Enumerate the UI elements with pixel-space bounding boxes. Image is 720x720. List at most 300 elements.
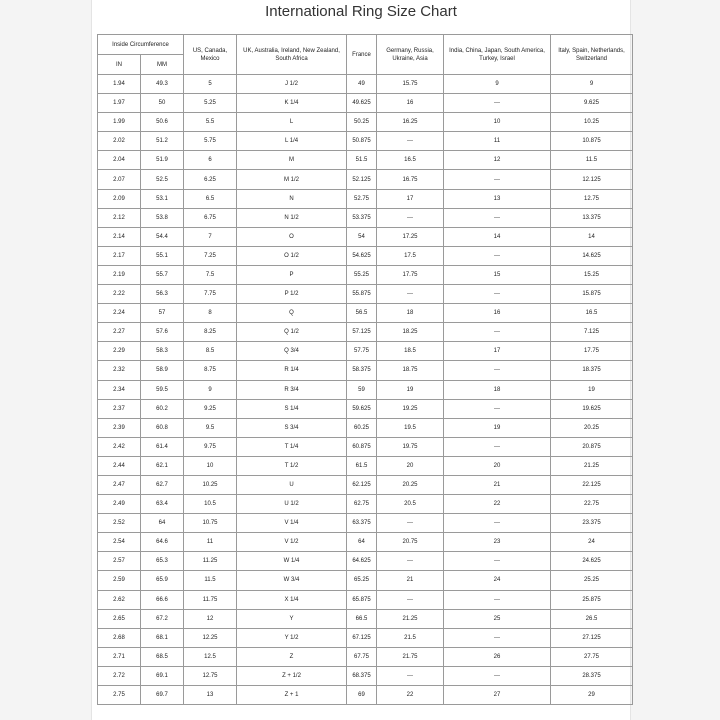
italy-cell: 25.25 xyxy=(551,571,633,590)
india-cell: --- xyxy=(444,437,551,456)
ring-size-chart-page xyxy=(91,0,631,720)
france-cell: 59.625 xyxy=(347,399,377,418)
germany-cell: 17.5 xyxy=(377,246,444,265)
france-cell: 61.5 xyxy=(347,456,377,475)
germany-cell: 21 xyxy=(377,571,444,590)
us-cell: 9.75 xyxy=(184,437,237,456)
france-cell: 52.75 xyxy=(347,189,377,208)
italy-cell: 12.75 xyxy=(551,189,633,208)
uk-cell: P xyxy=(237,265,347,284)
us-cell: 5.5 xyxy=(184,113,237,132)
germany-cell: 17.25 xyxy=(377,227,444,246)
india-cell: --- xyxy=(444,628,551,647)
uk-cell: U 1/2 xyxy=(237,495,347,514)
in-cell: 2.47 xyxy=(98,475,141,494)
mm-cell: 68.5 xyxy=(141,647,184,666)
mm-cell: 65.9 xyxy=(141,571,184,590)
in-cell: 2.62 xyxy=(98,590,141,609)
uk-cell: O 1/2 xyxy=(237,246,347,265)
india-cell: 15 xyxy=(444,265,551,284)
table-row xyxy=(98,666,633,685)
germany-cell: 16.5 xyxy=(377,151,444,170)
germany-cell: 19.5 xyxy=(377,418,444,437)
table-row xyxy=(98,132,633,151)
india-cell: --- xyxy=(444,323,551,342)
uk-cell: Y 1/2 xyxy=(237,628,347,647)
table-row xyxy=(98,94,633,113)
italy-cell: 14 xyxy=(551,227,633,246)
in-cell: 2.71 xyxy=(98,647,141,666)
france-cell: 65.25 xyxy=(347,571,377,590)
in-cell: 2.52 xyxy=(98,514,141,533)
india-cell: --- xyxy=(444,246,551,265)
table-row xyxy=(98,113,633,132)
mm-cell: 50 xyxy=(141,94,184,113)
table-row xyxy=(98,686,633,705)
france-cell: 49.625 xyxy=(347,94,377,113)
table-row xyxy=(98,208,633,227)
france-header: France xyxy=(347,35,377,75)
italy-cell: 18.375 xyxy=(551,361,633,380)
uk-cell: O xyxy=(237,227,347,246)
germany-cell: 17 xyxy=(377,189,444,208)
uk-cell: V 1/2 xyxy=(237,533,347,552)
germany-cell: 18 xyxy=(377,304,444,323)
italy-cell: 20.25 xyxy=(551,418,633,437)
mm-cell: 49.3 xyxy=(141,75,184,94)
mm-cell: 64.6 xyxy=(141,533,184,552)
germany-cell: 17.75 xyxy=(377,265,444,284)
germany-cell: 20.75 xyxy=(377,533,444,552)
india-cell: --- xyxy=(444,552,551,571)
us-cell: 12 xyxy=(184,609,237,628)
mm-cell: 64 xyxy=(141,514,184,533)
italy-cell: 26.5 xyxy=(551,609,633,628)
mm-cell: 50.6 xyxy=(141,113,184,132)
inside-circumference-header: Inside Circumference xyxy=(98,35,184,55)
in-cell: 2.12 xyxy=(98,208,141,227)
table-row xyxy=(98,590,633,609)
mm-header: MM xyxy=(141,55,184,75)
mm-cell: 62.1 xyxy=(141,456,184,475)
mm-cell: 62.7 xyxy=(141,475,184,494)
table-row xyxy=(98,170,633,189)
table-row xyxy=(98,514,633,533)
italy-cell: 23.375 xyxy=(551,514,633,533)
uk-cell: K 1/4 xyxy=(237,94,347,113)
uk-cell: N xyxy=(237,189,347,208)
in-cell: 2.49 xyxy=(98,495,141,514)
italy-cell: 22.75 xyxy=(551,495,633,514)
us-cell: 7 xyxy=(184,227,237,246)
mm-cell: 53.8 xyxy=(141,208,184,227)
france-cell: 55.875 xyxy=(347,285,377,304)
in-cell: 2.54 xyxy=(98,533,141,552)
table-row xyxy=(98,418,633,437)
germany-cell: 18.5 xyxy=(377,342,444,361)
germany-cell: --- xyxy=(377,590,444,609)
india-cell: --- xyxy=(444,170,551,189)
us-cell: 7.75 xyxy=(184,285,237,304)
uk-cell: M xyxy=(237,151,347,170)
uk-cell: U xyxy=(237,475,347,494)
italy-cell: 9.625 xyxy=(551,94,633,113)
uk-cell: N 1/2 xyxy=(237,208,347,227)
germany-cell: --- xyxy=(377,285,444,304)
india-cell: 18 xyxy=(444,380,551,399)
italy-cell: 28.375 xyxy=(551,666,633,685)
in-cell: 2.04 xyxy=(98,151,141,170)
table-row xyxy=(98,437,633,456)
italy-cell: 27.75 xyxy=(551,647,633,666)
uk-cell: Q 3/4 xyxy=(237,342,347,361)
in-cell: 2.65 xyxy=(98,609,141,628)
india-cell: 21 xyxy=(444,475,551,494)
india-cell: --- xyxy=(444,361,551,380)
india-cell: --- xyxy=(444,399,551,418)
us-cell: 11.5 xyxy=(184,571,237,590)
uk-cell: Z + 1 xyxy=(237,686,347,705)
germany-cell: 19 xyxy=(377,380,444,399)
germany-cell: 22 xyxy=(377,686,444,705)
uk-cell: Y xyxy=(237,609,347,628)
mm-cell: 63.4 xyxy=(141,495,184,514)
france-cell: 57.125 xyxy=(347,323,377,342)
germany-cell: 19.75 xyxy=(377,437,444,456)
italy-cell: 29 xyxy=(551,686,633,705)
in-cell: 2.37 xyxy=(98,399,141,418)
uk-cell: W 3/4 xyxy=(237,571,347,590)
us-cell: 8.25 xyxy=(184,323,237,342)
mm-cell: 58.9 xyxy=(141,361,184,380)
us-cell: 6.75 xyxy=(184,208,237,227)
germany-cell: 19.25 xyxy=(377,399,444,418)
table-row xyxy=(98,628,633,647)
france-cell: 67.75 xyxy=(347,647,377,666)
france-cell: 63.375 xyxy=(347,514,377,533)
us-cell: 12.75 xyxy=(184,666,237,685)
india-cell: 17 xyxy=(444,342,551,361)
germany-header: Germany, Russia, Ukraine, Asia xyxy=(377,35,444,75)
table-row xyxy=(98,495,633,514)
italy-cell: 19.625 xyxy=(551,399,633,418)
uk-cell: S 3/4 xyxy=(237,418,347,437)
us-cell: 12.5 xyxy=(184,647,237,666)
table-row xyxy=(98,342,633,361)
france-cell: 58.375 xyxy=(347,361,377,380)
table-row xyxy=(98,246,633,265)
uk-cell: V 1/4 xyxy=(237,514,347,533)
italy-cell: 27.125 xyxy=(551,628,633,647)
france-cell: 50.25 xyxy=(347,113,377,132)
us-cell: 10.75 xyxy=(184,514,237,533)
india-cell: --- xyxy=(444,285,551,304)
table-row xyxy=(98,323,633,342)
us-cell: 8 xyxy=(184,304,237,323)
mm-cell: 53.1 xyxy=(141,189,184,208)
india-cell: --- xyxy=(444,514,551,533)
india-cell: 20 xyxy=(444,456,551,475)
us-cell: 11 xyxy=(184,533,237,552)
us-cell: 6.5 xyxy=(184,189,237,208)
france-cell: 49 xyxy=(347,75,377,94)
mm-cell: 65.3 xyxy=(141,552,184,571)
uk-cell: J 1/2 xyxy=(237,75,347,94)
in-cell: 2.75 xyxy=(98,686,141,705)
mm-cell: 60.2 xyxy=(141,399,184,418)
france-cell: 57.75 xyxy=(347,342,377,361)
table-row xyxy=(98,456,633,475)
in-cell: 2.19 xyxy=(98,265,141,284)
india-cell: 11 xyxy=(444,132,551,151)
in-cell: 1.99 xyxy=(98,113,141,132)
in-cell: 2.68 xyxy=(98,628,141,647)
italy-cell: 24.625 xyxy=(551,552,633,571)
italy-cell: 16.5 xyxy=(551,304,633,323)
france-cell: 65.875 xyxy=(347,590,377,609)
in-cell: 2.27 xyxy=(98,323,141,342)
france-cell: 67.125 xyxy=(347,628,377,647)
france-cell: 54 xyxy=(347,227,377,246)
india-cell: --- xyxy=(444,208,551,227)
italy-cell: 7.125 xyxy=(551,323,633,342)
mm-cell: 55.7 xyxy=(141,265,184,284)
table-row xyxy=(98,475,633,494)
in-cell: 2.42 xyxy=(98,437,141,456)
table-row xyxy=(98,571,633,590)
france-cell: 64 xyxy=(347,533,377,552)
mm-cell: 69.1 xyxy=(141,666,184,685)
france-cell: 52.125 xyxy=(347,170,377,189)
germany-cell: 18.25 xyxy=(377,323,444,342)
italy-cell: 20.875 xyxy=(551,437,633,456)
germany-cell: --- xyxy=(377,208,444,227)
italy-cell: 15.875 xyxy=(551,285,633,304)
india-cell: 23 xyxy=(444,533,551,552)
us-cell: 5.75 xyxy=(184,132,237,151)
table-row xyxy=(98,304,633,323)
us-cell: 5.25 xyxy=(184,94,237,113)
mm-cell: 60.8 xyxy=(141,418,184,437)
germany-cell: 16.25 xyxy=(377,113,444,132)
in-cell: 2.34 xyxy=(98,380,141,399)
france-cell: 54.625 xyxy=(347,246,377,265)
uk-cell: Q xyxy=(237,304,347,323)
us-cell: 6 xyxy=(184,151,237,170)
mm-cell: 57 xyxy=(141,304,184,323)
mm-cell: 58.3 xyxy=(141,342,184,361)
us-cell: 6.25 xyxy=(184,170,237,189)
italy-cell: 25.875 xyxy=(551,590,633,609)
france-cell: 51.5 xyxy=(347,151,377,170)
uk-cell: P 1/2 xyxy=(237,285,347,304)
germany-cell: --- xyxy=(377,666,444,685)
us-cell: 10 xyxy=(184,456,237,475)
india-cell: --- xyxy=(444,94,551,113)
us-cell: 7.5 xyxy=(184,265,237,284)
france-cell: 55.25 xyxy=(347,265,377,284)
france-cell: 68.375 xyxy=(347,666,377,685)
germany-cell: --- xyxy=(377,514,444,533)
uk-cell: W 1/4 xyxy=(237,552,347,571)
india-cell: 10 xyxy=(444,113,551,132)
uk-cell: Z + 1/2 xyxy=(237,666,347,685)
france-cell: 60.875 xyxy=(347,437,377,456)
india-cell: 24 xyxy=(444,571,551,590)
chart-title: International Ring Size Chart xyxy=(265,3,457,20)
italy-cell: 11.5 xyxy=(551,151,633,170)
mm-cell: 54.4 xyxy=(141,227,184,246)
mm-cell: 57.6 xyxy=(141,323,184,342)
france-cell: 69 xyxy=(347,686,377,705)
mm-cell: 67.2 xyxy=(141,609,184,628)
france-cell: 50.875 xyxy=(347,132,377,151)
india-cell: 16 xyxy=(444,304,551,323)
in-cell: 1.97 xyxy=(98,94,141,113)
india-cell: 22 xyxy=(444,495,551,514)
in-cell: 2.14 xyxy=(98,227,141,246)
table-row xyxy=(98,647,633,666)
table-row xyxy=(98,609,633,628)
uk-cell: X 1/4 xyxy=(237,590,347,609)
table-row xyxy=(98,151,633,170)
in-cell: 2.29 xyxy=(98,342,141,361)
mm-cell: 59.5 xyxy=(141,380,184,399)
india-cell: 19 xyxy=(444,418,551,437)
france-cell: 64.625 xyxy=(347,552,377,571)
uk-cell: T 1/4 xyxy=(237,437,347,456)
table-row xyxy=(98,227,633,246)
italy-header: Italy, Spain, Netherlands, Switzerland xyxy=(551,35,633,75)
in-cell: 2.17 xyxy=(98,246,141,265)
in-header: IN xyxy=(98,55,141,75)
uk-cell: Q 1/2 xyxy=(237,323,347,342)
us-cell: 10.25 xyxy=(184,475,237,494)
france-cell: 60.25 xyxy=(347,418,377,437)
table-row xyxy=(98,75,633,94)
table-row xyxy=(98,533,633,552)
france-cell: 62.75 xyxy=(347,495,377,514)
germany-cell: 21.5 xyxy=(377,628,444,647)
india-header: India, China, Japan, South America, Turkey, Israel xyxy=(444,35,551,75)
mm-cell: 51.9 xyxy=(141,151,184,170)
italy-cell: 9 xyxy=(551,75,633,94)
us-cell: 9 xyxy=(184,380,237,399)
uk-cell: L 1/4 xyxy=(237,132,347,151)
uk-header: UK, Australia, Ireland, New Zealand, South Africa xyxy=(237,35,347,75)
india-cell: 26 xyxy=(444,647,551,666)
germany-cell: 21.25 xyxy=(377,609,444,628)
india-cell: 25 xyxy=(444,609,551,628)
italy-cell: 12.125 xyxy=(551,170,633,189)
italy-cell: 19 xyxy=(551,380,633,399)
uk-cell: M 1/2 xyxy=(237,170,347,189)
germany-cell: 18.75 xyxy=(377,361,444,380)
mm-cell: 69.7 xyxy=(141,686,184,705)
italy-cell: 24 xyxy=(551,533,633,552)
table-row xyxy=(98,285,633,304)
germany-cell: 20 xyxy=(377,456,444,475)
in-cell: 2.72 xyxy=(98,666,141,685)
germany-cell: 16 xyxy=(377,94,444,113)
in-cell: 2.32 xyxy=(98,361,141,380)
in-cell: 2.02 xyxy=(98,132,141,151)
us-cell: 11.25 xyxy=(184,552,237,571)
us-cell: 8.5 xyxy=(184,342,237,361)
in-cell: 2.39 xyxy=(98,418,141,437)
mm-cell: 66.6 xyxy=(141,590,184,609)
us-cell: 11.75 xyxy=(184,590,237,609)
uk-cell: S 1/4 xyxy=(237,399,347,418)
us-cell: 9.25 xyxy=(184,399,237,418)
in-cell: 2.59 xyxy=(98,571,141,590)
italy-cell: 21.25 xyxy=(551,456,633,475)
france-cell: 53.375 xyxy=(347,208,377,227)
india-cell: --- xyxy=(444,590,551,609)
india-cell: 12 xyxy=(444,151,551,170)
mm-cell: 51.2 xyxy=(141,132,184,151)
france-cell: 59 xyxy=(347,380,377,399)
in-cell: 2.44 xyxy=(98,456,141,475)
table-row xyxy=(98,189,633,208)
uk-cell: T 1/2 xyxy=(237,456,347,475)
france-cell: 62.125 xyxy=(347,475,377,494)
table-row xyxy=(98,552,633,571)
india-cell: 27 xyxy=(444,686,551,705)
germany-cell: 20.5 xyxy=(377,495,444,514)
us-cell: 13 xyxy=(184,686,237,705)
uk-cell: Z xyxy=(237,647,347,666)
us-cell: 12.25 xyxy=(184,628,237,647)
germany-cell: 15.75 xyxy=(377,75,444,94)
uk-cell: L xyxy=(237,113,347,132)
in-cell: 2.09 xyxy=(98,189,141,208)
italy-cell: 22.125 xyxy=(551,475,633,494)
france-cell: 66.5 xyxy=(347,609,377,628)
italy-cell: 17.75 xyxy=(551,342,633,361)
mm-cell: 68.1 xyxy=(141,628,184,647)
india-cell: --- xyxy=(444,666,551,685)
table-row xyxy=(98,399,633,418)
ring-size-table xyxy=(97,34,633,705)
france-cell: 56.5 xyxy=(347,304,377,323)
table-row xyxy=(98,380,633,399)
us-cell: 5 xyxy=(184,75,237,94)
mm-cell: 56.3 xyxy=(141,285,184,304)
in-cell: 2.57 xyxy=(98,552,141,571)
in-cell: 2.24 xyxy=(98,304,141,323)
us-cell: 7.25 xyxy=(184,246,237,265)
us-cell: 10.5 xyxy=(184,495,237,514)
germany-cell: 21.75 xyxy=(377,647,444,666)
italy-cell: 14.625 xyxy=(551,246,633,265)
germany-cell: 16.75 xyxy=(377,170,444,189)
table-row xyxy=(98,265,633,284)
us-header: US, Canada, Mexico xyxy=(184,35,237,75)
in-cell: 2.22 xyxy=(98,285,141,304)
germany-cell: --- xyxy=(377,132,444,151)
size-rows xyxy=(98,75,633,705)
italy-cell: 13.375 xyxy=(551,208,633,227)
uk-cell: R 1/4 xyxy=(237,361,347,380)
india-cell: 13 xyxy=(444,189,551,208)
table-row xyxy=(98,361,633,380)
mm-cell: 52.5 xyxy=(141,170,184,189)
italy-cell: 10.25 xyxy=(551,113,633,132)
germany-cell: 20.25 xyxy=(377,475,444,494)
germany-cell: --- xyxy=(377,552,444,571)
in-cell: 1.94 xyxy=(98,75,141,94)
